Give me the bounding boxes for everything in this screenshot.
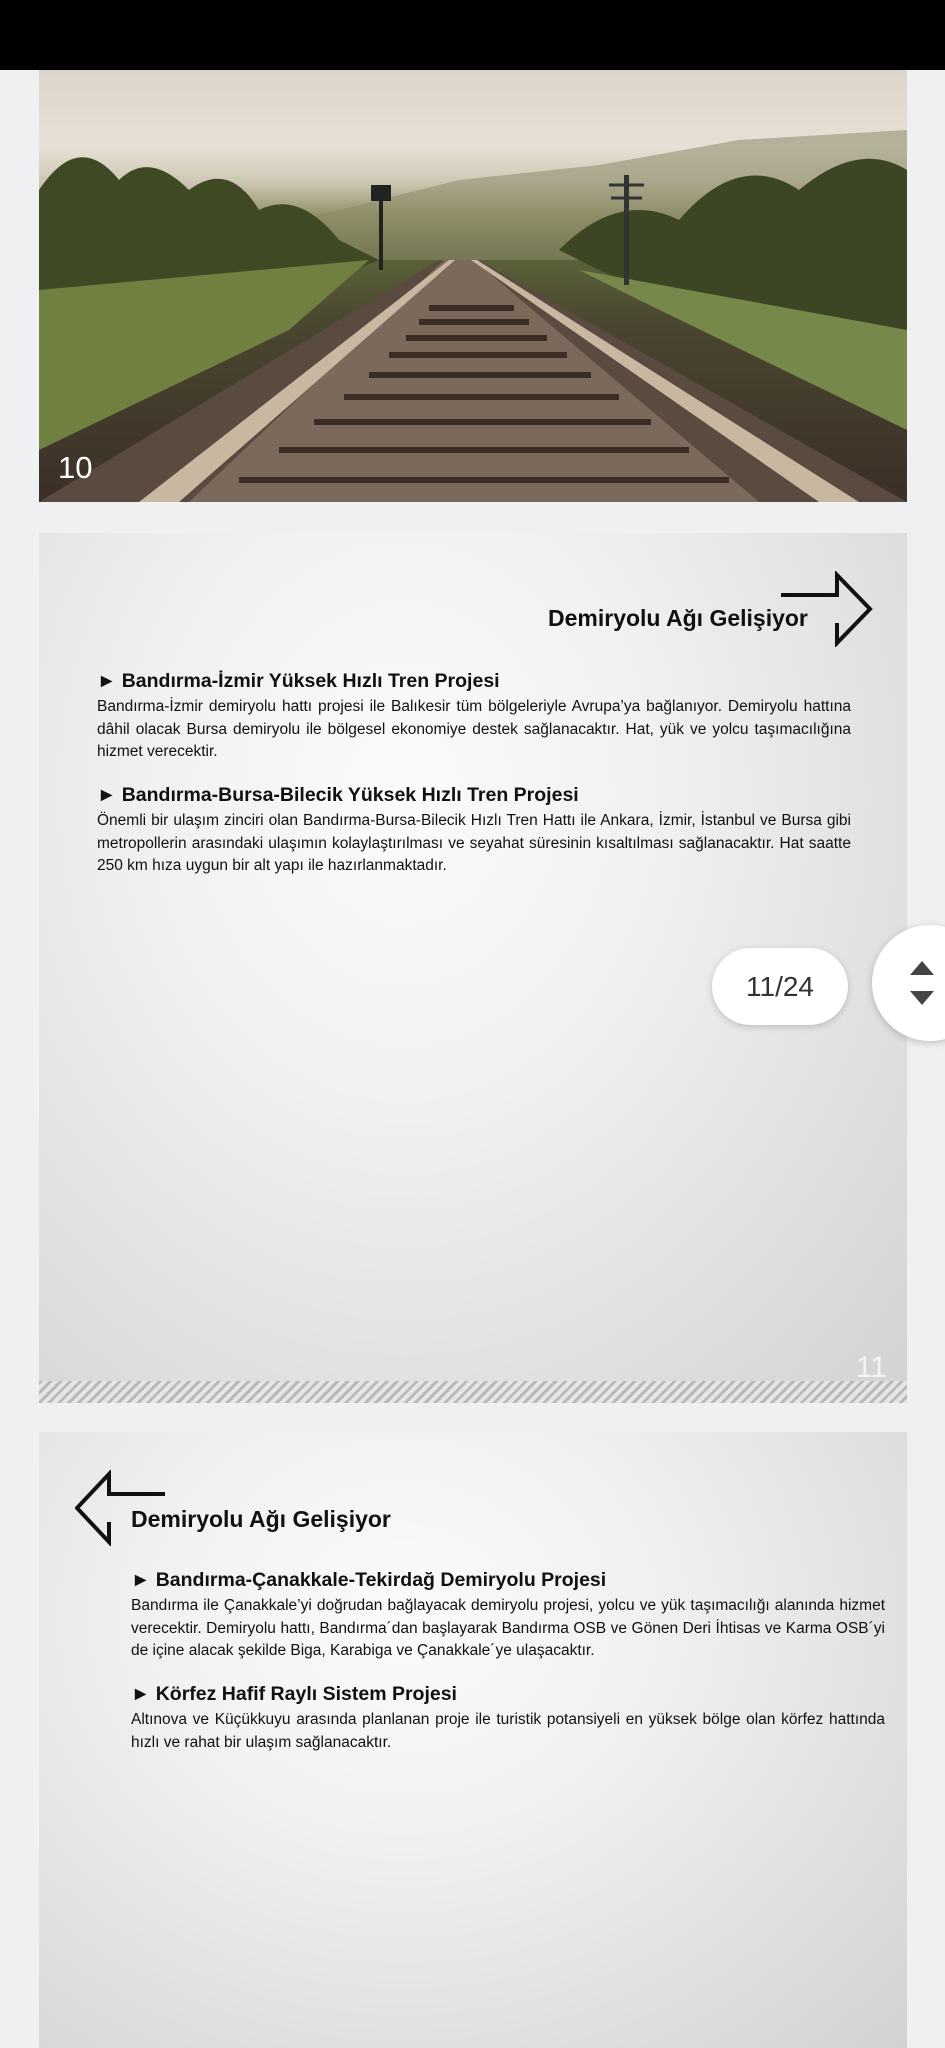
slide-12-title: Demiryolu Ağı Gelişiyor [131,1506,391,1532]
slide-12-section-2 [131,1683,885,1754]
slide-10-photo [39,70,907,502]
section-heading: ► Bandırma-İzmir Yüksek Hızlı Tren Projesi [97,670,500,692]
section-body: Önemli bir ulaşım zinciri olan Bandırma-Bursa-Bilecik Hızlı Tren Hattı ile Ankara, İzmir, İstanbul ve Bursa gibi metropollerin arasındaki ulaşımın kolaylaştırılması ve seyahat süresinin kısaltılması sağlanacaktır. Hat saatte 250 km hıza uygun bir alt yapı ile hazırlanmaktadır. [97,812,851,874]
section-heading: ► Körfez Hafif Raylı Sistem Projesi [131,1683,457,1705]
slide-footer-stripe [39,1381,907,1403]
page-indicator: 11/24 [712,948,848,1025]
slide-11-title: Demiryolu Ağı Gelişiyor [548,605,808,631]
section-heading: ► Bandırma-Çanakkale-Tekirdağ Demiryolu Projesi [131,1569,607,1591]
slide-12-section-1 [131,1569,885,1663]
slide-10-page-number: 10 [58,450,93,485]
chevron-down-icon[interactable] [910,991,934,1005]
slide-11-page-number: 11 [855,1351,887,1384]
section-body: Altınova ve Küçükkuyu arasında planlanan proje ile turistik potansiyeli en yüksek bölge olan körfez hattında hızlı ve rahat bir ulaşım sağlanacaktır. [131,1711,885,1751]
chevron-up-icon[interactable] [910,961,934,975]
section-body: Bandırma-İzmir demiryolu hattı projesi ile Balıkesir tüm bölgeleriyle Avrupa’ya bağlanıyor. Demiryolu hattına dâhil olacak Bursa demiryolu ile bölgesel ekonomiye destek sağlanacaktır. Hat, yük ve yolcu taşımacılığına hizmet verecektir. [97,698,851,760]
slide-11-section-1 [97,670,851,764]
railway-illustration [39,70,907,502]
arrow-right-outline-icon [779,571,889,647]
slide-11-section-2 [97,784,851,878]
slide-12 [39,1432,907,2048]
status-bar [0,0,945,70]
section-body: Bandırma ile Çanakkale’yi doğrudan bağlayacak demiryolu projesi, yolcu ve yük taşımacılığı alanında hizmet verecektir. Demiryolu hattı, Bandırma´dan başlayarak Bandırma OSB ve Gönen Deri İhtisas ve Karma OSB´yi de içine alacak şekilde Biga, Karabiga ve Çanakkale´ye ulaşacaktır. [131,1597,885,1659]
section-heading: ► Bandırma-Bursa-Bilecik Yüksek Hızlı Tren Projesi [97,784,579,806]
